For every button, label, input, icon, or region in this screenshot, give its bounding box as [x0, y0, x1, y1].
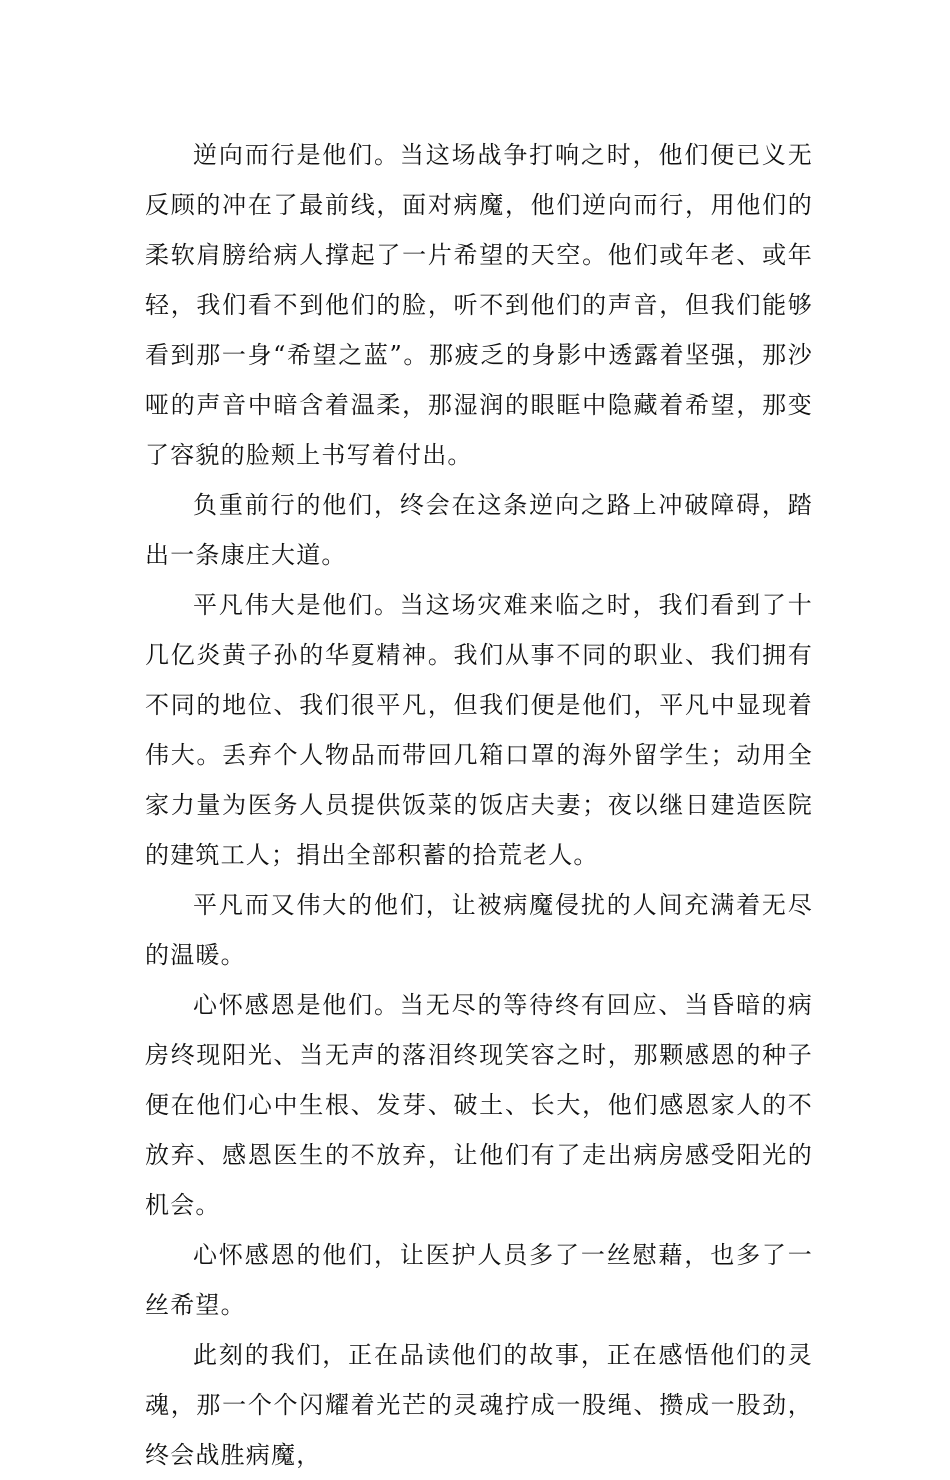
paragraph-3: 平凡伟大是他们。当这场灾难来临之时，我们看到了十几亿炎黄子孙的华夏精神。我们从事不同的职业、我们拥有不同的地位、我们很平凡，但我们便是他们，平凡中显现着伟大。丢弃个人物品而带回几箱口罩的海外留学生；动用全家力量为医务人员提供饭菜的饭店夫妻；夜以继日建造医院的建筑工人；捐出全部积蓄的拾荒老人。 — [145, 591, 813, 869]
paragraph-4: 平凡而又伟大的他们，让被病魔侵扰的人间充满着无尽的温暖。 — [145, 891, 813, 969]
paragraph-7: 此刻的我们，正在品读他们的故事，正在感悟他们的灵魂，那一个个闪耀着光芒的灵魂拧成一股绳、攒成一股劲，终会战胜病魔， — [145, 1341, 813, 1469]
paragraph-6: 心怀感恩的他们，让医护人员多了一丝慰藉，也多了一丝希望。 — [145, 1241, 813, 1319]
document-body — [145, 130, 813, 1480]
paragraph-5: 心怀感恩是他们。当无尽的等待终有回应、当昏暗的病房终现阳光、当无声的落泪终现笑容之时，那颗感恩的种子便在他们心中生根、发芽、破土、长大，他们感恩家人的不放弃、感恩医生的不放弃，让他们有了走出病房感受阳光的机会。 — [145, 991, 813, 1219]
paragraph-2: 负重前行的他们，终会在这条逆向之路上冲破障碍，踏出一条康庄大道。 — [145, 491, 813, 569]
paragraph-1: 逆向而行是他们。当这场战争打响之时，他们便已义无反顾的冲在了最前线，面对病魔，他们逆向而行，用他们的柔软肩膀给病人撑起了一片希望的天空。他们或年老、或年轻，我们看不到他们的脸，听不到他们的声音，但我们能够看到那一身“希望之蓝”。那疲乏的身影中透露着坚强，那沙哑的声音中暗含着温柔，那湿润的眼眶中隐藏着希望，那变了容貌的脸颊上书写着付出。 — [145, 141, 813, 469]
